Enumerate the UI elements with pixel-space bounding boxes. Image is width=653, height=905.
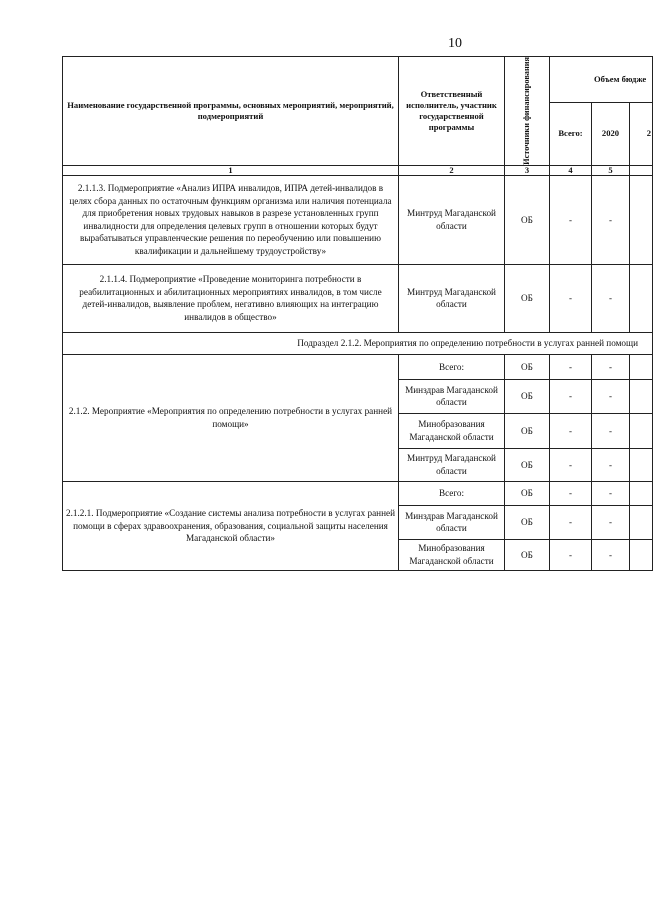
row-executor: Минобразования Магаданской области (399, 413, 505, 448)
program-table-wrap (62, 56, 653, 571)
row-2020: - (592, 539, 630, 570)
header-total: Всего: (550, 102, 592, 165)
subsection-row (63, 332, 653, 354)
row-executor: Минздрав Магаданской области (399, 379, 505, 413)
row-total: - (550, 481, 592, 505)
row-2020: - (592, 264, 630, 332)
table-row (63, 264, 653, 332)
row-source: ОБ (505, 481, 550, 505)
row-2020: - (592, 448, 630, 481)
program-table (62, 56, 653, 571)
col-num-2: 2 (399, 165, 505, 175)
col-num-6 (630, 165, 653, 175)
row-cut-cell (630, 539, 653, 570)
row-source: ОБ (505, 264, 550, 332)
row-total: - (550, 539, 592, 570)
row-2020: - (592, 481, 630, 505)
row-cut-cell (630, 448, 653, 481)
table-row (63, 354, 653, 379)
row-2020: - (592, 354, 630, 379)
row-executor: Всего: (399, 481, 505, 505)
row-executor: Всего: (399, 354, 505, 379)
row-source: ОБ (505, 413, 550, 448)
header-row-top (63, 57, 653, 103)
row-source: ОБ (505, 448, 550, 481)
row-cut-cell (630, 175, 653, 264)
page-number: 10 (448, 36, 462, 51)
col-num-1: 1 (63, 165, 399, 175)
row-executor: Минтруд Магаданской области (399, 264, 505, 332)
row-total: - (550, 175, 592, 264)
row-name: 2.1.1.4. Подмероприятие «Проведение мониторинга потребности в реабилитационных и абилитационных мероприятиях инвалидов, в том числе детей-инвалидов, выявление проблем, негативно влияющих на интеграцию инвалидов в общество» (63, 264, 399, 332)
row-executor: Минздрав Магаданской области (399, 505, 505, 539)
row-source: ОБ (505, 354, 550, 379)
header-source-cell (505, 57, 550, 166)
row-executor: Минтруд Магаданской области (399, 448, 505, 481)
row-total: - (550, 505, 592, 539)
row-source: ОБ (505, 175, 550, 264)
group2-name: 2.1.2.1. Подмероприятие «Создание системы анализа потребности в услугах ранней помощи в сферах здравоохранения, образования, социальной защиты населения Магаданской области» (63, 481, 399, 570)
row-executor: Минобразования Магаданской области (399, 539, 505, 570)
header-name: Наименование государственной программы, основных мероприятий, мероприятий, подмероприятий (63, 57, 399, 166)
row-2020: - (592, 505, 630, 539)
row-executor: Минтруд Магаданской области (399, 175, 505, 264)
row-total: - (550, 448, 592, 481)
header-budget-group: Объем бюдже (550, 57, 653, 103)
row-cut-cell (630, 481, 653, 505)
row-2020: - (592, 379, 630, 413)
row-total: - (550, 413, 592, 448)
row-cut-cell (630, 264, 653, 332)
header-2020: 2020 (592, 102, 630, 165)
header-executor: Ответственный исполнитель, участник государственной программы (399, 57, 505, 166)
col-num-3: 3 (505, 165, 550, 175)
row-total: - (550, 354, 592, 379)
col-num-4: 4 (550, 165, 592, 175)
row-source: ОБ (505, 379, 550, 413)
subsection-title: Подраздел 2.1.2. Мероприятия по определению потребности в услугах ранней помощи (63, 332, 653, 354)
col-num-5: 5 (592, 165, 630, 175)
header-source: Источники финансирования (522, 57, 531, 165)
row-source: ОБ (505, 505, 550, 539)
table-row (63, 175, 653, 264)
row-source: ОБ (505, 539, 550, 570)
header-next-year: 2 (630, 102, 653, 165)
row-cut-cell (630, 354, 653, 379)
group1-name: 2.1.2. Мероприятие «Мероприятия по определению потребности в услугах ранней помощи» (63, 354, 399, 481)
column-numbers-row (63, 165, 653, 175)
row-name: 2.1.1.3. Подмероприятие «Анализ ИПРА инвалидов, ИПРА детей-инвалидов в целях сбора данных по остаточным функциям организма или наличия потенциала для приобретения новых трудовых навыков в разрезе установленных групп инвалидности для определения целевых групп в отношении которых будут вырабатываться управленческие решения по переобучению или повышению квалификации и дальнейшему трудоустройству» (63, 175, 399, 264)
row-2020: - (592, 413, 630, 448)
row-2020: - (592, 175, 630, 264)
row-cut-cell (630, 505, 653, 539)
row-cut-cell (630, 379, 653, 413)
row-cut-cell (630, 413, 653, 448)
table-row (63, 481, 653, 505)
row-total: - (550, 379, 592, 413)
row-total: - (550, 264, 592, 332)
